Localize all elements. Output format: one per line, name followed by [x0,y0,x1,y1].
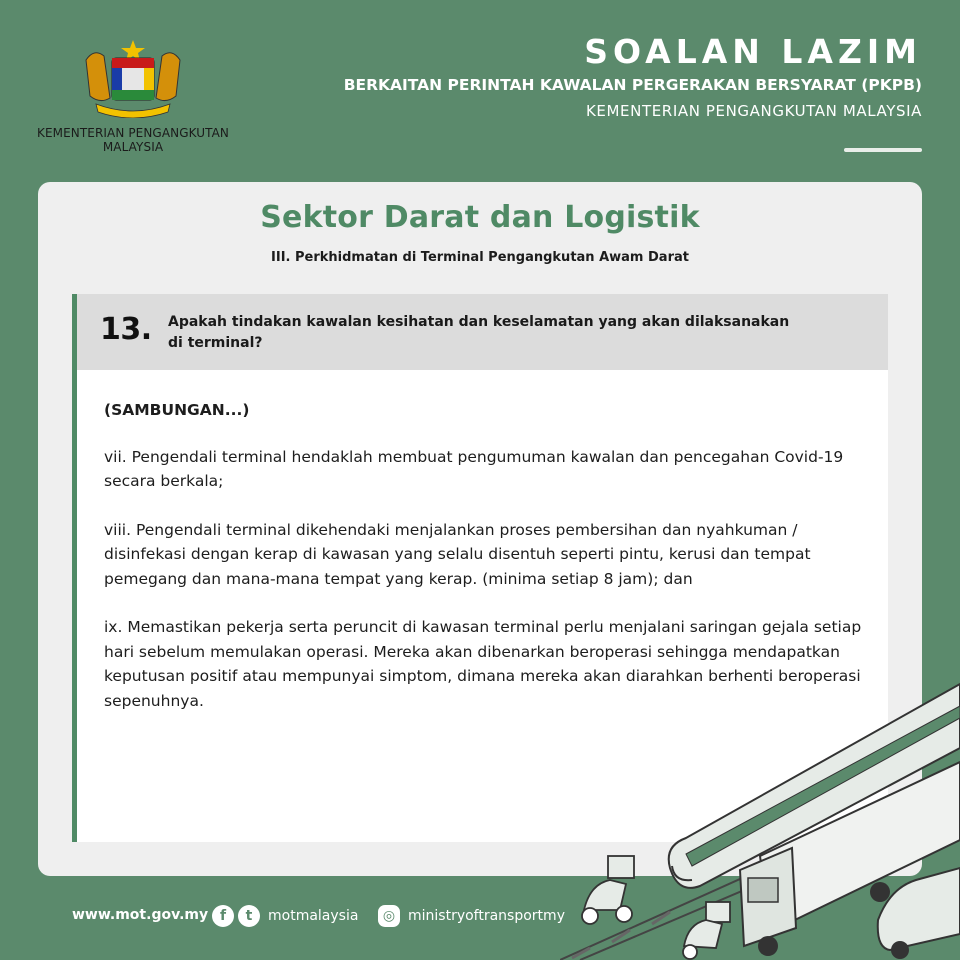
social-facebook-twitter[interactable] [212,905,358,927]
coat-of-arms-icon [78,38,188,118]
instagram-icon[interactable]: ◎ [378,905,400,927]
answer-paragraph: viii. Pengendali terminal dikehendaki menjalankan proses pembersihan dan nyahkuman / disinfekasi dengan kerap di kawasan yang selalu disentuh seperti pintu, kerusi dan tempat pemegang dan mana-mana tempat yang kerap. (minima setiap 8 jam); dan [104,520,811,588]
header-title-block [344,32,922,122]
facebook-twitter-handle[interactable]: motmalaysia [268,908,359,924]
question-text: Apakah tindakan kawalan kesihatan dan keselamatan yang akan dilaksanakan di terminal? [168,314,790,351]
page-subtitle-ministry: KEMENTERIAN PENGANGKUTAN MALAYSIA [586,102,922,120]
section-title: Sektor Darat dan Logistik [260,200,700,235]
footer [0,900,960,940]
website-link[interactable]: www.mot.gov.my [72,907,209,923]
twitter-icon[interactable]: t [238,905,260,927]
continuation-label: (SAMBUNGAN...) [104,401,250,419]
title-divider [844,148,922,152]
ministry-name: KEMENTERIAN PENGANGKUTAN MALAYSIA [36,126,230,154]
question-number: 13. [100,312,152,347]
ministry-logo-block [28,38,238,154]
answer-paragraph: vii. Pengendali terminal hendaklah membuat pengumuman kawalan dan pencegahan Covid-19 secara berkala; [104,447,844,490]
answer-paragraph: ix. Memastikan pekerja serta peruncit di kawasan terminal perlu menjalani saringan gejala setiap hari sebelum memulakan operasi. Mereka akan dibenarkan beroperasi sehingga mendapatkan keputusan positif atau mempunyai simptom, dimana mereka akan diarahkan berhenti beroperasi sepenuhnya. [104,618,862,710]
social-instagram[interactable] [378,905,565,927]
instagram-handle[interactable]: ministryoftransportmy [408,908,565,924]
section-subtitle: III. Perkhidmatan di Terminal Pengangkutan Awam Darat [271,250,689,265]
question-accent-bar [72,294,77,842]
page-subtitle: BERKAITAN PERINTAH KAWALAN PERGERAKAN BERSYARAT (PKPB) [343,76,922,94]
facebook-icon[interactable]: f [212,905,234,927]
page-title: SOALAN LAZIM [584,32,922,71]
